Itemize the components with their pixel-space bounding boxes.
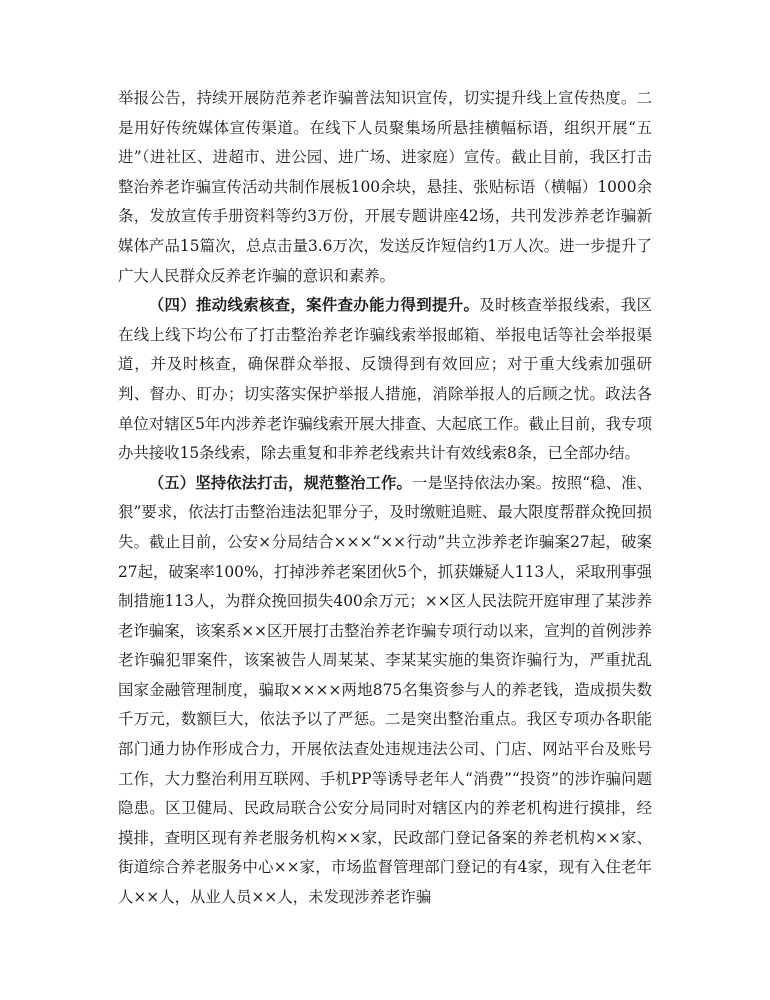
paragraph-text: 及时核查举报线索，我区在线上线下均公布了打击整治养老诈骗线索举报邮箱、举报电话等社会举报渠道，并及时核查，确保群众举报、反馈得到有效回应；对于重大线索加强研判、督办、盯办；切实落实保护举报人措施，消除举报人的后顾之忧。政法各单位对辖区5年内涉养老诈骗线索开展大排查、大起底工作。截止目前，我专项办共接收15条线索，除去重复和非养老线索共计有效线索8条，已全部办结。 — [118, 296, 652, 463]
section-heading: （四）推动线索核查，案件查办能力得到提升。 — [148, 296, 480, 315]
paragraph-text: 一是坚持依法办案。按照“稳、准、狠”要求，依法打击整治违法犯罪分子，及时缴赃追赃、最大限度帮群众挽回损失。截止目前，公安×分局结合×××“××行动”共立涉养老诈骗案27起，破案27起，破案率100%，打掉涉养老案团伙5个，抓获嫌疑人113人，采取刑事强制措施113人，为群众挽回损失400余万元；××区人民法院开庭审理了某涉养老诈骗案，该案系××区开展打击整治养老诈骗专项行动以来，宣判的首例涉养老诈骗犯罪案件，该案被告人周某某、李某某实施的集资诈骗行为，严重扰乱国家金融管理制度，骗取××××两地875名集资参与人的养老钱，造成损失数千万元，数额巨大，依法予以了严惩。二是突出整治重点。我区专项办各职能部门通力协作形成合力，开展依法查处违规违法公司、门店、网站平台及账号工作，大力整治利用互联网、手机PP等诱导老年人“消费”“投资”的涉诈骗问题隐患。区卫健局、民政局联合公安分局同时对辖区内的养老机构进行摸排，经摸排，查明区现有养老服务机构××家，民政部门登记备案的养老机构××家、街道综合养老服务中心××家，市场监督管理部门登记的有4家，现有入住老年人××人，从业人员××人，未发现涉养老诈骗 — [118, 473, 652, 907]
paragraph-section-five — [118, 469, 652, 913]
section-heading: （五）坚持依法打击，规范整治工作。 — [148, 473, 412, 492]
paragraph-continuation — [118, 84, 652, 291]
paragraph-section-four — [118, 291, 652, 469]
document-body — [118, 84, 652, 913]
paragraph-text: 举报公告，持续开展防范养老诈骗普法知识宣传，切实提升线上宣传热度。二是用好传统媒体宣传渠道。在线下人员聚集场所悬挂横幅标语，组织开展“五进”（进社区、进超市、进公园、进广场、进家庭）宣传。截止目前，我区打击整治养老诈骗宣传活动共制作展板100余块，悬挂、张贴标语（横幅）1000余条，发放宣传手册资料等约3万份，开展专题讲座42场，共刊发涉养老诈骗新媒体产品15篇次，总点击量3.6万次，发送反诈短信约1万人次。进一步提升了广大人民群众反养老诈骗的意识和素养。 — [118, 89, 652, 285]
